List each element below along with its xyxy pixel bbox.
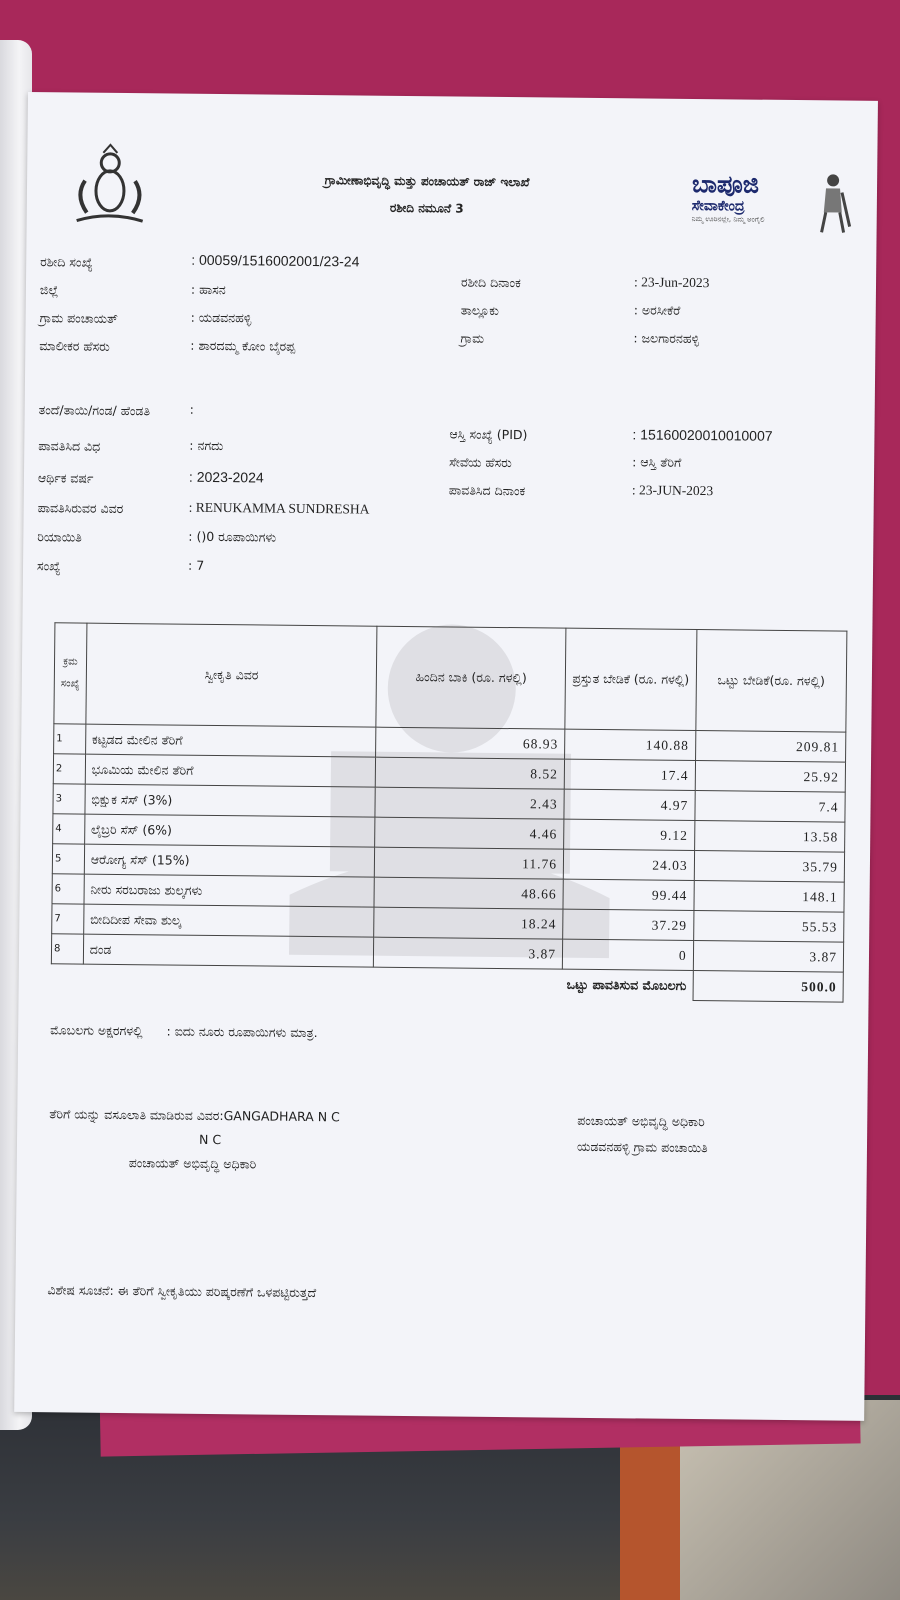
row-prev: 2.43 [375,787,564,819]
row-total: 25.92 [695,761,846,793]
total-label: ಒಟ್ಟು ಪಾವತಿಸುವ ಮೊಬಲಗು [51,964,693,1001]
table-header-row [54,623,847,732]
district-label: ಜಿಲ್ಲೆ [39,282,59,298]
row-total: 35.79 [694,851,845,883]
taluk-value: : ಅರಸೀಕೆರೆ [633,302,681,318]
row-prev: 8.52 [376,757,565,789]
row-sl: 5 [52,844,84,874]
col-desc-header: ಸ್ವೀಕೃತಿ ವಿವರ [86,623,378,727]
row-sl: 2 [53,754,85,784]
row-curr: 24.03 [563,849,694,880]
row-curr: 9.12 [564,819,695,850]
district-value: : ಹಾಸನ [190,281,226,298]
row-desc: ಬೀದಿದೀಪ ಸೇವಾ ಶುಲ್ಕ [83,904,374,937]
financial-year-value: : 2023-2024 [188,468,264,486]
collector-signature: ತೆರಿಗೆ ಯನ್ನು ವಸೂಲಾತಿ ಮಾಡಿರುವ ವಿವರ:GANGADHARA N C N C ಪಂಚಾಯತ್ ಅಭಿವೃದ್ಧಿ ಅಧಿಕಾರಿ [49,1106,340,1172]
payer-details-label: ಪಾವತಿಸಿರುವರ ವಿವರ [37,500,124,517]
amount-in-words-value: : ಐದು ನೂರು ರೂಪಾಯಿಗಳು ಮಾತ್ರ. [166,1023,318,1041]
receipt-document [14,92,878,1421]
financial-year-label: ಆರ್ಥಿಕ ವರ್ಷ [37,470,94,486]
form-title: ರಶೀದಿ ನಮೂನೆ 3 [389,200,464,216]
receipt-date-value: : 23-Jun-2023 [633,274,710,291]
row-curr: 99.44 [563,879,694,910]
taluk-label: ತಾಲ್ಲೂಕು [460,302,500,318]
row-curr: 4.97 [564,789,695,820]
concession-value: : ()0 ರೂಪಾಯಿಗಳು [188,528,277,545]
payment-mode-label: ಪಾವತಿಸಿದ ವಿಧ [38,438,101,454]
row-total: 55.53 [693,911,844,943]
owner-name-value: : ಶಾರದಮ್ಮ ಕೋಂ ಬೈರಪ್ಪ [190,337,296,354]
row-sl: 8 [51,934,83,964]
row-total: 3.87 [693,941,844,973]
village-label: ಗ್ರಾಮ [460,330,485,346]
amount-in-words [50,1022,318,1041]
row-curr: 140.88 [565,729,696,760]
receipt-date-label: ರಶೀದಿ ದಿನಾಂಕ [460,274,521,291]
row-prev: 11.76 [375,847,564,879]
row-desc: ಆರೋಗ್ಯ ಸೆಸ್ (15%) [84,844,375,877]
row-curr: 0 [562,939,693,970]
row-desc: ಭೂಮಿಯ ಮೇಲಿನ ತೆರಿಗೆ [85,754,376,787]
count-value: : 7 [187,557,205,573]
count-label: ಸಂಖ್ಯೆ [36,558,61,574]
row-prev: 18.24 [374,907,563,939]
row-prev: 4.46 [375,817,564,849]
row-total: 209.81 [695,731,846,763]
paid-date-value: : 23-JUN-2023 [631,482,714,499]
gram-panchayat-label: ಗ್ರಾಮ ಪಂಚಾಯತ್ [39,310,118,326]
relation-value: : [189,401,194,417]
paid-date-label: ಪಾವತಿಸಿದ ದಿನಾಂಕ [448,482,526,499]
concession-label: ರಿಯಾಯಿತಿ [37,529,82,545]
total-value: 500.0 [693,971,844,1003]
row-sl: 6 [52,874,84,904]
col-sl-header: ಕ್ರಮ ಸಂಖ್ಯೆ [54,623,87,724]
row-desc: ಭಿಕ್ಷುಕ ಸೆಸ್ (3%) [85,784,376,817]
service-name-value: : ಆಸ್ತಿ ತೆರಿಗೆ [632,454,682,470]
row-desc: ಲೈಬ್ರರಿ ಸೆಸ್ (6%) [84,814,375,847]
payment-mode-value: : ನಗದು [189,437,224,454]
karnataka-emblem-icon [65,140,156,231]
row-desc: ದಂಡ [83,934,374,967]
gram-panchayat-value: : ಯಡವನಹಳ್ಳಿ [190,309,252,326]
receipt-number-value: : 00059/1516002001/23-24 [191,251,360,270]
row-sl: 4 [53,814,85,844]
property-id-value: : 15160020010010007 [632,426,773,444]
row-curr: 17.4 [564,759,695,790]
payer-details-value: : RENUKAMMA SUNDRESHA [188,499,370,517]
row-prev: 68.93 [376,727,565,759]
special-note: ವಿಶೇಷ ಸೂಚನೆ: ಈ ತೆರಿಗೆ ಸ್ವೀಕೃತಿಯು ಪರಿಷ್ಕರಣೆಗೆ ಒಳಪಟ್ಟಿರುತ್ತದೆ [47,1282,317,1301]
row-curr: 37.29 [563,909,694,940]
col-curr-header: ಪ್ರಸ್ತುತ ಬೇಡಿಕೆ (ರೂ. ಗಳಲ್ಲಿ) [565,628,697,730]
bapuji-seva-kendra-logo: ಬಾಪೂಜಿ ಸೇವಾಕೇಂದ್ರ ನಿಮ್ಮ ಊರಿನಲ್ಲೇ, ನಿಮ್ಮ ಅಂಗೈಲಿ [691,171,852,243]
col-total-header: ಒಟ್ಟು ಬೇಡಿಕೆ(ರೂ. ಗಳಲ್ಲಿ) [696,630,847,733]
row-desc: ನೀರು ಸರಬರಾಜು ಶುಲ್ಕಗಳು [84,874,375,907]
row-total: 13.58 [694,821,845,853]
row-prev: 48.66 [374,877,563,909]
row-prev: 3.87 [374,937,563,969]
col-prev-header: ಹಿಂದಿನ ಬಾಕಿ (ರೂ. ಗಳಲ್ಲಿ) [376,626,566,729]
row-total: 148.1 [694,881,845,913]
tax-breakdown-table [51,622,848,1002]
relation-label: ತಂದೆ/ತಾಯಿ/ಗಂಡ/ ಹೆಂಡತಿ [38,402,151,419]
row-total: 7.4 [695,791,846,823]
service-name-label: ಸೇವೆಯ ಹೆಸರು [449,454,512,471]
row-desc: ಕಟ್ಟಡದ ಮೇಲಿನ ತೆರಿಗೆ [85,724,376,757]
village-value: : ಜಲಗಾರನಹಳ್ಳಿ [633,330,700,347]
property-id-label: ಆಸ್ತಿ ಸಂಖ್ಯೆ (PID) [449,426,528,443]
gandhi-figure-icon [814,172,853,234]
amount-in-words-label: ಮೊಬಲಗು ಅಕ್ಷರಗಳಲ್ಲಿ [50,1022,143,1039]
row-sl: 7 [52,904,84,934]
officer-signature: ಪಂಚಾಯತ್ ಅಭಿವೃದ್ಧಿ ಅಧಿಕಾರಿ ಯಡವನಹಳ್ಳಿ ಗ್ರಾಮ ಪಂಚಾಯಿತಿ [576,1112,708,1156]
department-title: ಗ್ರಾಮೀಣಾಭಿವೃದ್ಧಿ ಮತ್ತು ಪಂಚಾಯತ್ ರಾಜ್ ಇಲಾಖೆ [324,173,530,190]
owner-name-label: ಮಾಲೀಕರ ಹೆಸರು [39,338,110,354]
row-sl: 3 [53,784,85,814]
receipt-number-label: ರಶೀದಿ ಸಂಖ್ಯೆ [40,254,93,270]
row-sl: 1 [54,724,86,754]
